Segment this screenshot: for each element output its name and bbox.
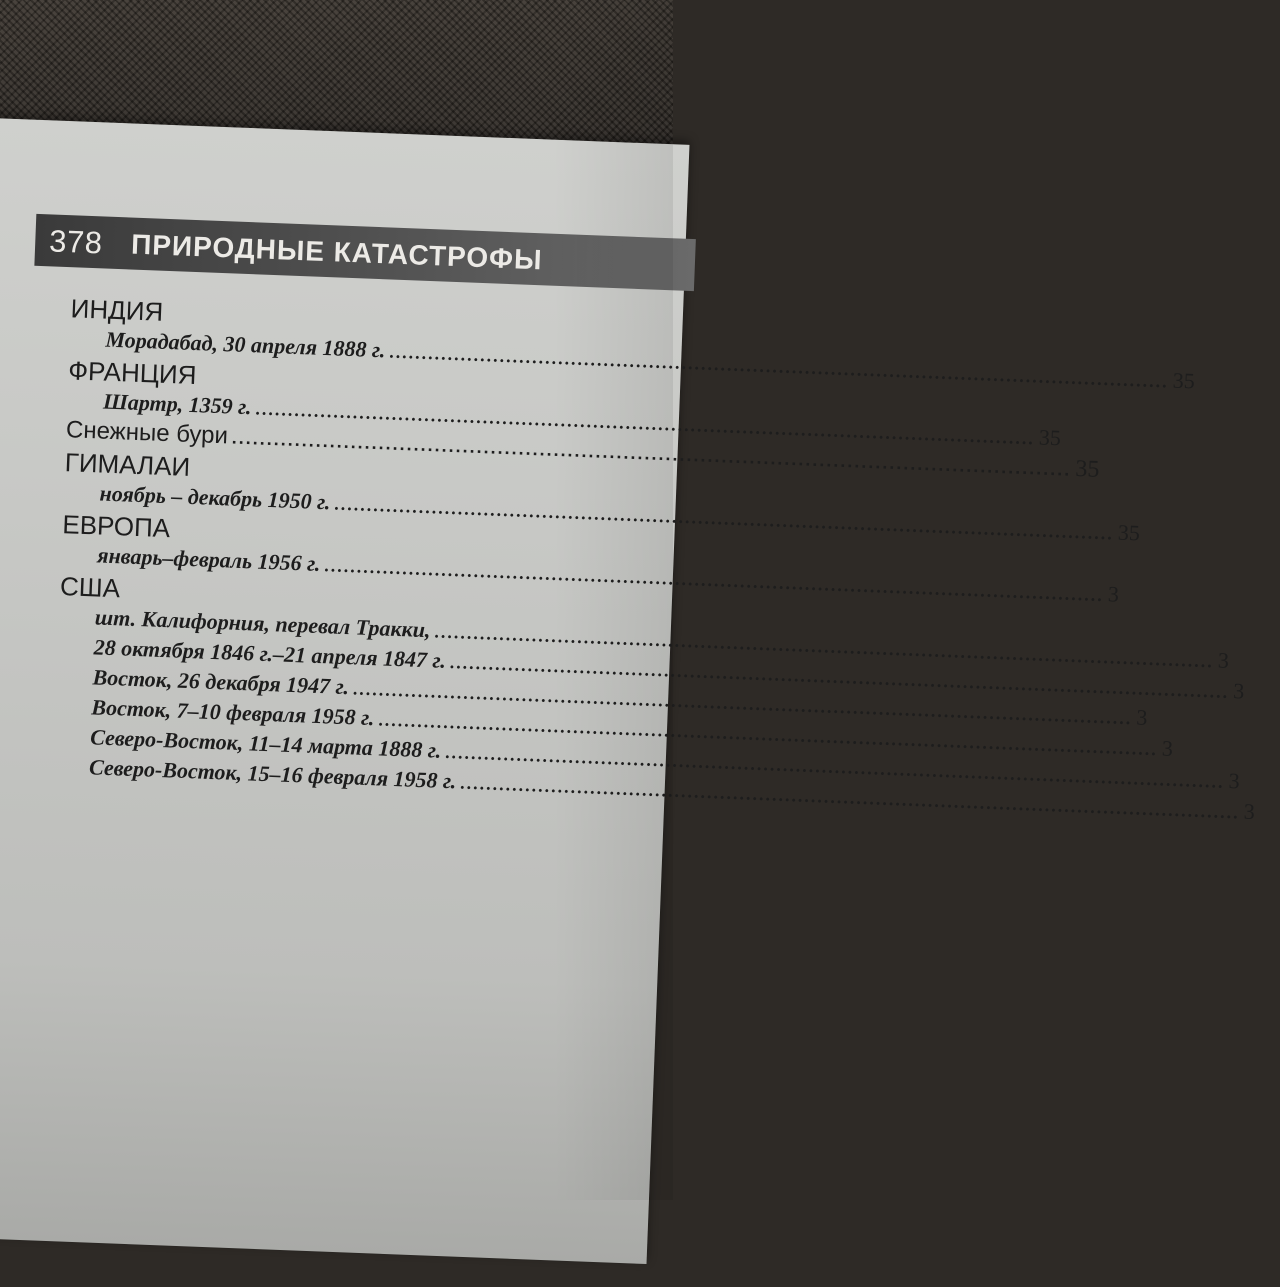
- toc-country-europe: ЕВРОПА: [61, 509, 171, 544]
- toc-entry-page: 35: [1117, 519, 1141, 546]
- toc-entry-label: Восток, 26 декабря 1947 г.: [92, 664, 350, 700]
- toc-entry-page: 35: [1038, 424, 1062, 451]
- toc-entry-label: Морадабад, 30 апреля 1888 г.: [105, 326, 386, 363]
- toc-entry-label: Северо-Восток, 11–14 марта 1888 г.: [89, 724, 442, 763]
- book-page: [0, 118, 1256, 1264]
- toc-country-france: ФРАНЦИЯ: [67, 355, 198, 391]
- toc-entry-label: Северо-Восток, 15–16 февраля 1958 г.: [88, 754, 457, 794]
- toc-entry-page: 35: [1074, 455, 1100, 483]
- toc-entry-label: Восток, 7–10 февраля 1958 г.: [90, 694, 375, 731]
- toc-entry-label: шт. Калифорния, перевал Тракки,: [94, 604, 432, 643]
- toc-entry-label: январь–февраль 1956 г.: [96, 542, 321, 577]
- toc-entry-page: 3: [1243, 798, 1256, 825]
- page-number: 378: [48, 223, 104, 261]
- toc-country-usa: США: [59, 571, 121, 604]
- toc-entry-page: 3: [1232, 678, 1245, 704]
- toc-entry-page: 3: [1107, 581, 1120, 607]
- page-header: [34, 214, 696, 291]
- toc-entry-label: 28 октября 1846 г.–21 апреля 1847 г.: [93, 634, 447, 673]
- toc-country-india: ИНДИЯ: [70, 293, 164, 327]
- toc-entry-page: 35: [1172, 367, 1196, 394]
- toc-entry-page: 3: [1135, 704, 1148, 730]
- toc-entry-label: ноябрь – декабрь 1950 г.: [99, 480, 331, 515]
- toc-entry-page: 3: [1217, 647, 1230, 673]
- toc-entry-page: 3: [1228, 768, 1241, 794]
- toc-entry-page: 3: [1161, 735, 1174, 761]
- toc-entry-label: Шартр, 1359 г.: [102, 388, 253, 420]
- table-of-contents: [53, 291, 1256, 825]
- toc-country-himalayas: ГИМАЛАИ: [64, 447, 191, 482]
- toc-section-label: Снежные бури: [65, 416, 229, 450]
- chapter-title: ПРИРОДНЫЕ КАТАСТРОФЫ: [130, 228, 544, 276]
